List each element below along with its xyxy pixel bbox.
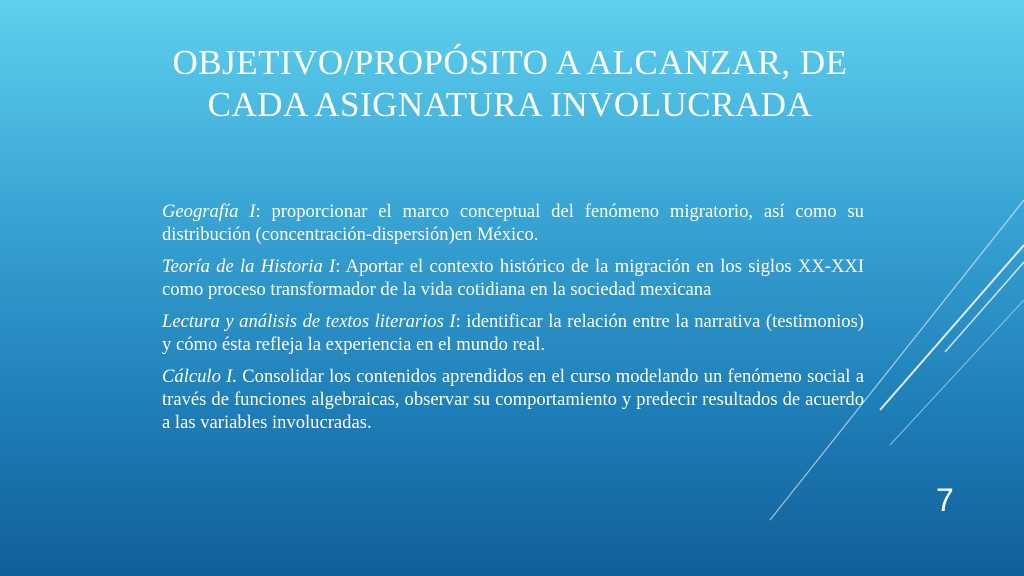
subject-text: : identificar la relación entre la narrativa (testimonios) y cómo ésta refleja la experiencia en el mundo real. bbox=[162, 311, 865, 355]
subject-text: Consolidar los contenidos aprendidos en el curso modelando un fenómeno social a través de funciones algebraicas, observar su comportamiento y predecir resultados de acuerdo a las variables involucradas. bbox=[162, 366, 864, 433]
subject-text: : Aportar el contexto histórico de la migración en los siglos XX-XXI como proceso transformador de la vida cotidiana en la sociedad mexicana bbox=[162, 256, 865, 300]
subject-name: Teoría de la Historia I bbox=[162, 256, 336, 277]
objectives-body bbox=[162, 200, 864, 443]
paragraph-lectura bbox=[162, 310, 864, 356]
paragraph-calculo bbox=[162, 365, 864, 434]
subject-text: : proporcionar el marco conceptual del fenómeno migratorio, así como su distribución (concentración-dispersión)en México. bbox=[162, 201, 864, 245]
paragraph-geografia bbox=[162, 200, 864, 246]
paragraph-historia bbox=[162, 255, 864, 301]
subject-name: Cálculo I. bbox=[162, 366, 237, 387]
page-number: 7 bbox=[936, 482, 954, 518]
decor-line-2 bbox=[945, 262, 1024, 352]
subject-name: Lectura y análisis de textos literarios I bbox=[162, 311, 456, 332]
slide-title: OBJETIVO/PROPÓSITO A ALCANZAR, DE CADA ASIGNATURA INVOLUCRADA bbox=[172, 43, 848, 124]
decor-line-1 bbox=[880, 245, 1024, 410]
subject-name: Geografía I bbox=[162, 201, 256, 222]
